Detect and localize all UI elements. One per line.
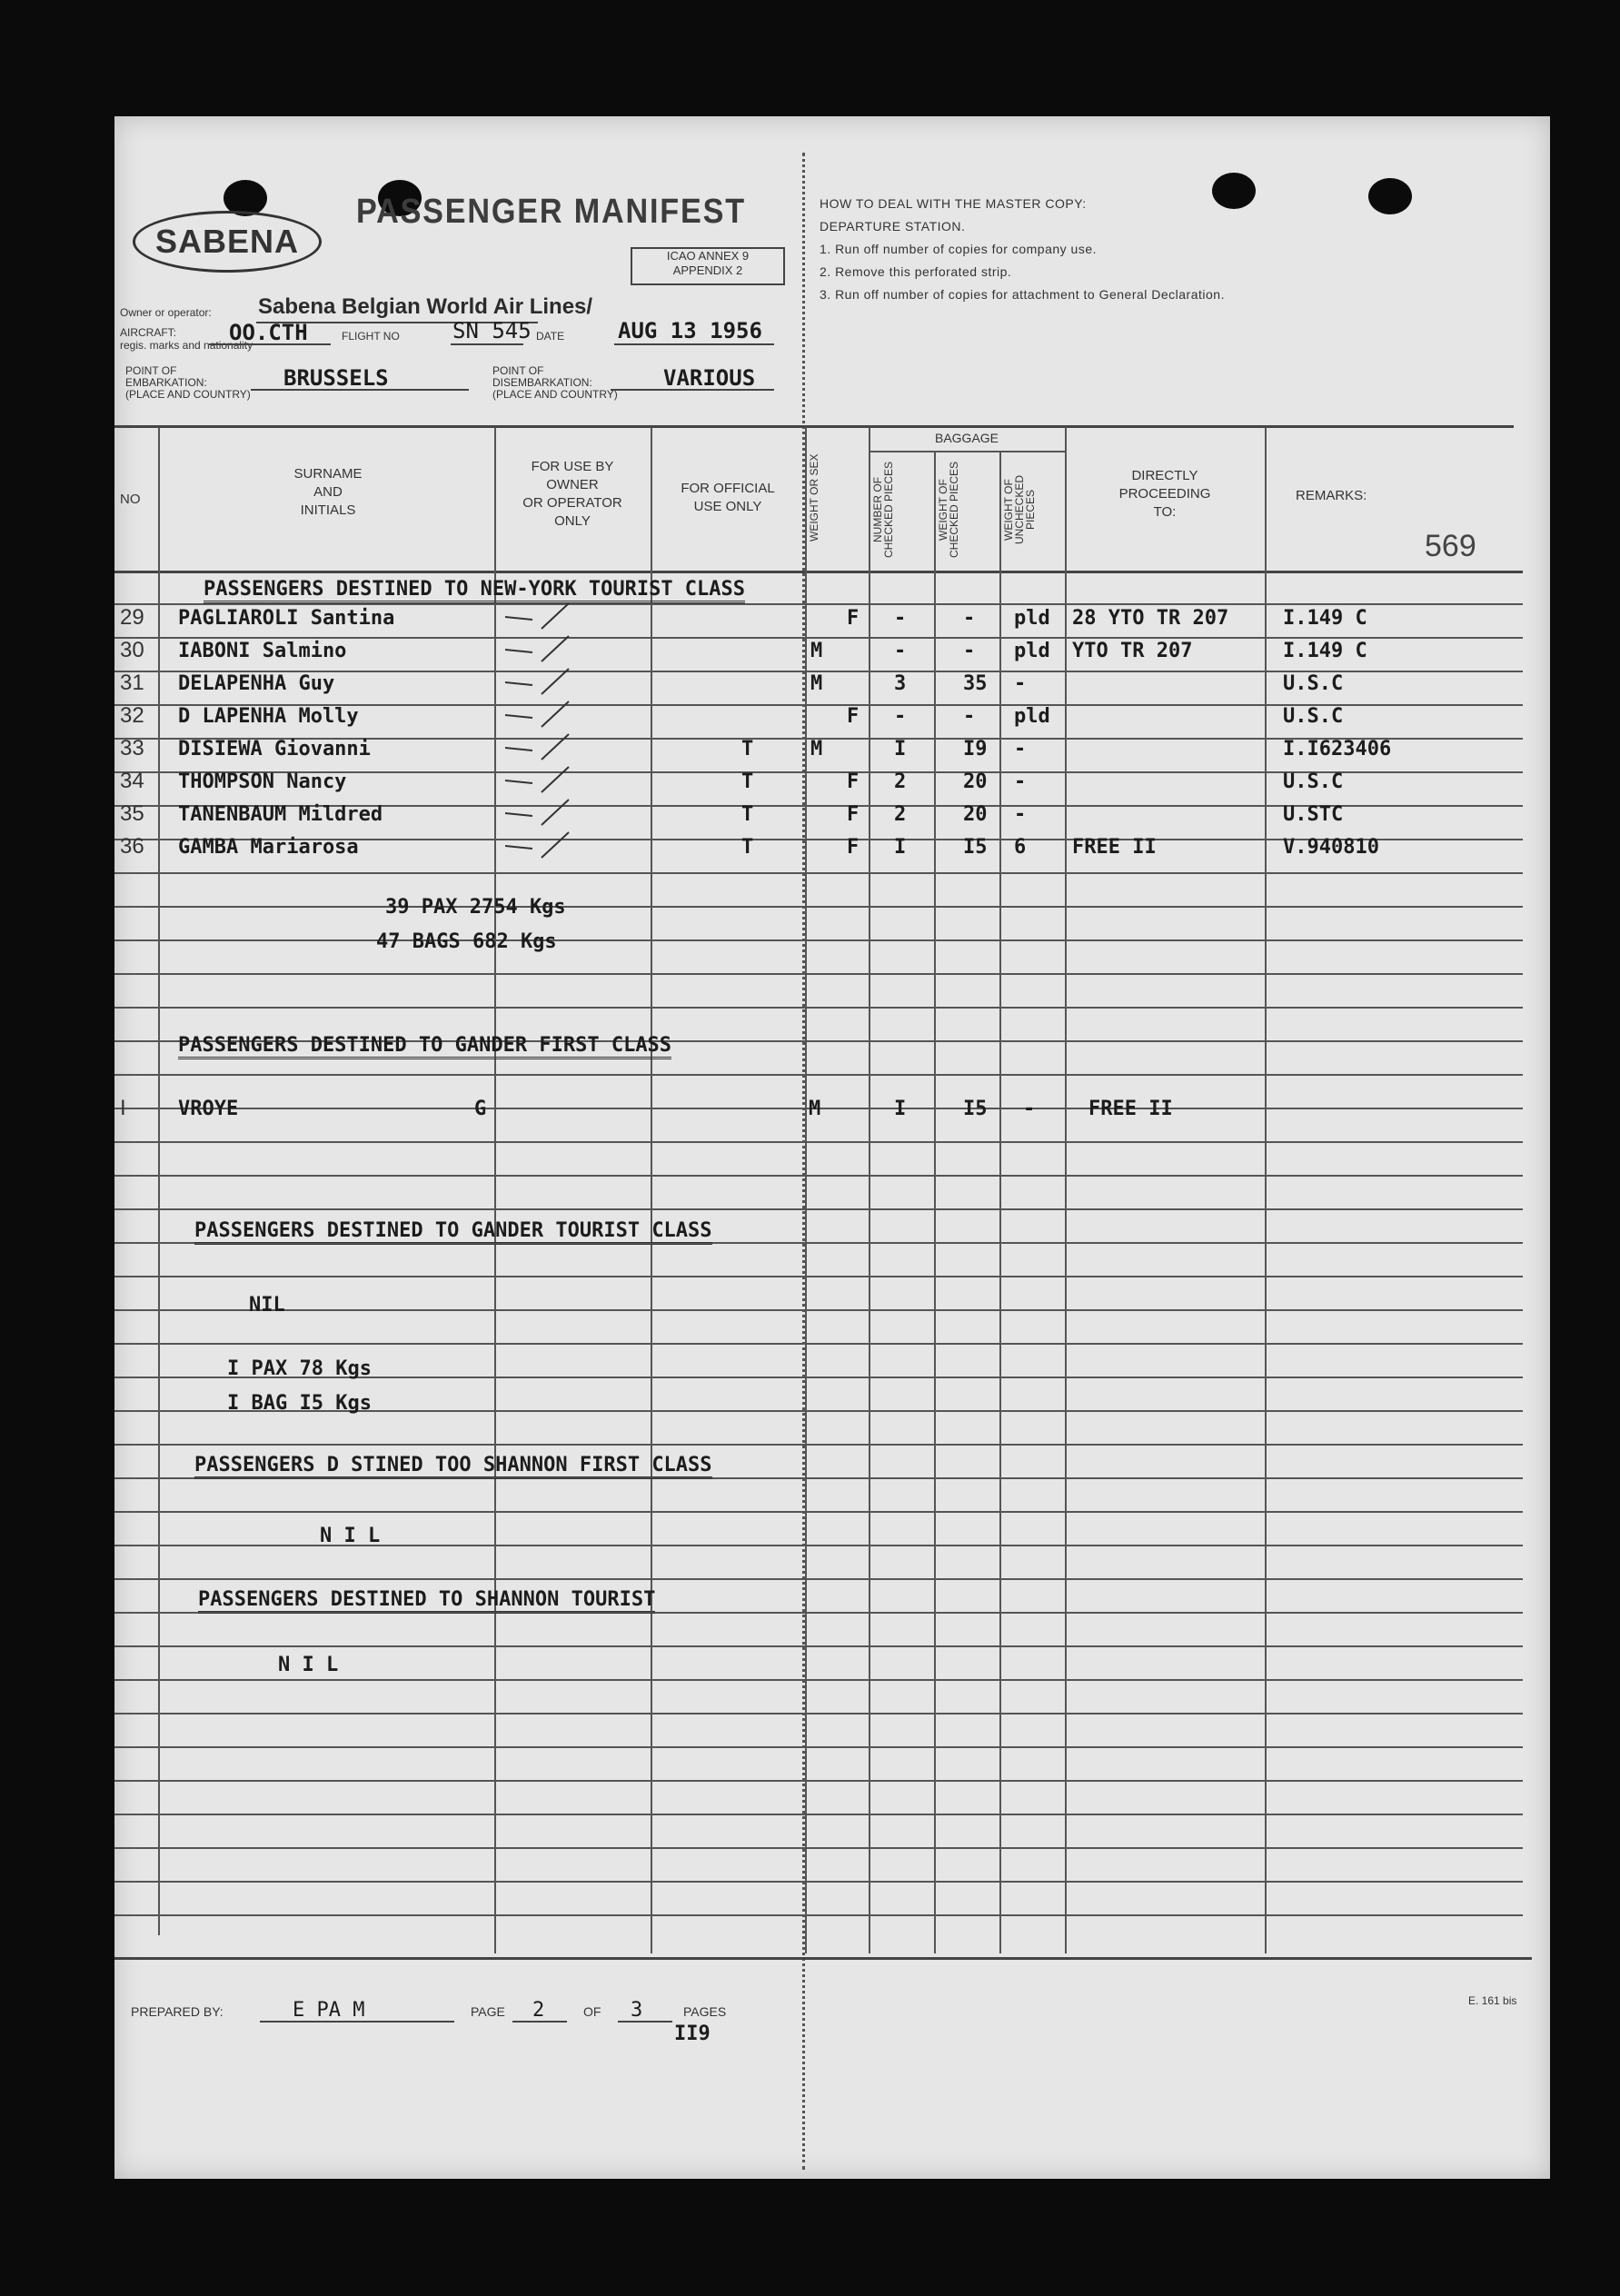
disembark-label-1: POINT OF	[492, 364, 544, 377]
signature-mark	[505, 667, 614, 698]
official-cell: T	[741, 738, 754, 760]
col-rule	[494, 427, 496, 1953]
instr-step-1: 1. Run off number of copies for company use.	[820, 242, 1098, 256]
ruled-line	[114, 1175, 1523, 1177]
section-heading: PASSENGERS D STINED TOO SHANNON FIRST CLASS	[194, 1454, 712, 1479]
aircraft-value: OO.CTH	[229, 320, 308, 345]
flight-line	[451, 343, 523, 345]
prepared-label: PREPARED BY:	[131, 2004, 224, 2019]
ruled-line	[114, 973, 1523, 975]
total-bags: 47 BAGS 682 Kgs	[376, 930, 557, 953]
ruled-line	[114, 872, 1523, 874]
passenger-name: DISIEWA Giovanni	[178, 738, 371, 760]
pieces-cell: I	[894, 836, 907, 859]
table-bottom-border	[114, 1957, 1532, 1960]
page-line	[512, 2021, 567, 2023]
flight-label: FLIGHT NO	[342, 330, 400, 343]
form-code: E. 161 bis	[1468, 1994, 1517, 2007]
unchecked-cell: -	[1014, 803, 1027, 826]
col-owner-use-3: OR OPERATOR	[522, 495, 622, 511]
remarks-cell: I.I623406	[1283, 738, 1392, 760]
embark-label-3: (PLACE AND COUNTRY)	[125, 388, 251, 401]
signature-mark	[505, 601, 614, 632]
ruled-line	[114, 1881, 1523, 1883]
date-value: AUG 13 1956	[618, 318, 762, 343]
document-title: PASSENGER MANIFEST	[356, 193, 746, 231]
proceeding-cell: FREE II	[1072, 836, 1157, 859]
sex-cell: M	[810, 640, 823, 662]
row-number: 30	[120, 638, 144, 662]
date-label: DATE	[536, 330, 565, 343]
ruled-line	[114, 1847, 1523, 1849]
ruled-line	[114, 1713, 1523, 1715]
table-top-border	[114, 425, 1514, 428]
pages-label: PAGES	[683, 2004, 727, 2019]
pieces-cell: 2	[894, 803, 907, 826]
prepared-value: E PA M	[293, 1999, 365, 2022]
table-header-bottom	[114, 571, 1523, 573]
pieces-cell: 2	[894, 770, 907, 793]
section-heading: PASSENGERS DESTINED TO NEW-YORK TOURIST CLASS	[204, 578, 745, 603]
signature-mark	[505, 798, 614, 829]
weight-cell: 20	[963, 803, 988, 826]
ruled-line	[114, 1444, 1523, 1446]
ruled-line	[114, 1007, 1523, 1009]
remarks-cell: I.149 C	[1283, 607, 1367, 630]
remarks-cell: U.S.C	[1283, 672, 1344, 695]
pieces-cell: I	[894, 738, 907, 760]
signature-mark	[505, 732, 614, 763]
col-rule	[1265, 427, 1267, 1953]
ruled-line	[114, 1343, 1523, 1345]
instr-heading-1: HOW TO DEAL WITH THE MASTER COPY:	[820, 196, 1087, 211]
ruled-line	[114, 1679, 1523, 1681]
ruled-line	[114, 939, 1523, 941]
col-directly-1: DIRECTLY	[1131, 468, 1198, 483]
remarks-cell: U.S.C	[1283, 705, 1344, 728]
embark-label-2: EMBARKATION:	[125, 376, 207, 389]
of-value: 3	[631, 1999, 643, 2022]
sex-cell: F	[847, 607, 860, 630]
col-surname-1: SURNAME	[293, 466, 363, 482]
row-number: 33	[120, 736, 144, 760]
col-official-use	[652, 480, 803, 516]
ruled-line	[114, 603, 1523, 605]
baggage-underline	[869, 451, 1065, 452]
page-value: 2	[532, 1999, 545, 2022]
ruled-line	[114, 637, 1523, 639]
ruled-line	[114, 1746, 1523, 1748]
icao-line-1: ICAO ANNEX 9	[666, 249, 750, 263]
col-weight-sex: WEIGHT OR SEX	[808, 453, 820, 542]
owner-value: Sabena Belgian World Air Lines/	[258, 294, 593, 319]
col-remarks: REMARKS:	[1296, 488, 1367, 503]
section-heading: PASSENGERS DESTINED TO SHANNON TOURIST	[198, 1588, 655, 1614]
col-checked-pieces: NUMBER OF CHECKED PIECES	[871, 461, 895, 559]
remarks-cell: V.940810	[1283, 836, 1379, 859]
passenger-name: VROYE	[178, 1098, 239, 1120]
punch-hole	[1368, 178, 1412, 214]
ruled-line	[114, 1578, 1523, 1580]
col-owner-use-4: ONLY	[554, 513, 591, 529]
owner-label: Owner or operator:	[120, 306, 212, 319]
unchecked-cell: -	[1014, 770, 1027, 793]
sex-cell: M	[809, 1098, 821, 1120]
col-owner-use-1: FOR USE BY	[531, 459, 614, 474]
col-no: NO	[120, 492, 141, 507]
icao-line-2: APPENDIX 2	[672, 263, 743, 277]
aircraft-sublabel: regis. marks and nationality	[120, 339, 253, 352]
weight-cell: 20	[963, 770, 988, 793]
disembark-label-3: (PLACE AND COUNTRY)	[492, 388, 618, 401]
official-cell: T	[741, 836, 754, 859]
pieces-cell: 3	[894, 672, 907, 695]
pieces-cell: -	[894, 607, 907, 630]
proceeding-cell: FREE II	[1088, 1098, 1173, 1120]
col-official-use-1: FOR OFFICIAL	[681, 481, 775, 496]
row-number: 29	[120, 605, 144, 630]
nil-entry: N I L	[278, 1654, 339, 1676]
col-rule	[1065, 427, 1067, 1953]
row-number: 36	[120, 834, 144, 859]
weight-cell: 35	[963, 672, 988, 695]
page-stamp: 569	[1425, 529, 1476, 563]
signature-mark	[505, 634, 614, 665]
ruled-line	[114, 1814, 1523, 1815]
passenger-name: IABONI Salmino	[178, 640, 347, 662]
col-surname-3: INITIALS	[300, 502, 356, 518]
col-surname-2: AND	[313, 484, 343, 500]
row-number: 35	[120, 801, 144, 826]
instr-step-3: 3. Run off number of copies for attachment to General Declaration.	[820, 287, 1225, 302]
passenger-name: TANENBAUM Mildred	[178, 803, 383, 826]
passenger-name: GAMBA Mariarosa	[178, 836, 359, 859]
row-number: 34	[120, 769, 144, 793]
weight-cell: -	[963, 607, 976, 630]
passenger-name: D LAPENHA Molly	[178, 705, 359, 728]
remarks-cell: U.STC	[1283, 803, 1344, 826]
nil-entry: N I L	[320, 1525, 381, 1547]
row-number: 32	[120, 703, 144, 728]
col-directly	[1067, 467, 1263, 522]
nil-entry: NIL	[249, 1294, 285, 1317]
sex-cell: F	[847, 836, 860, 859]
passenger-initial: G	[474, 1098, 487, 1120]
col-checked-weight: WEIGHT OF CHECKED PIECES	[937, 461, 960, 559]
signature-mark	[505, 700, 614, 731]
sex-cell: M	[810, 672, 823, 695]
ruled-line	[114, 1914, 1523, 1916]
manifest-sheet	[114, 116, 1550, 2179]
section-heading: PASSENGERS DESTINED TO GANDER FIRST CLASS	[178, 1034, 671, 1059]
passenger-name: PAGLIAROLI Santina	[178, 607, 395, 630]
sex-cell: F	[847, 770, 860, 793]
unchecked-cell: -	[1014, 738, 1027, 760]
pieces-cell: -	[894, 640, 907, 662]
prepared-line	[260, 2021, 454, 2023]
col-rule	[934, 451, 936, 1953]
of-label: OF	[583, 2004, 601, 2019]
page-label: PAGE	[471, 2004, 505, 2019]
icao-annex-box	[631, 247, 785, 285]
section-heading: PASSENGERS DESTINED TO GANDER TOURIST CLASS	[194, 1219, 712, 1245]
disembark-label-2: DISEMBARKATION:	[492, 376, 592, 389]
pages-stamp: II9	[674, 2023, 711, 2045]
col-rule	[805, 427, 807, 1953]
weight-cell: -	[963, 640, 976, 662]
proceeding-cell: YTO TR 207	[1072, 640, 1193, 662]
ruled-line	[114, 1309, 1523, 1311]
unchecked-cell: 6	[1014, 836, 1027, 859]
col-baggage: BAGGAGE	[934, 431, 999, 445]
official-cell: T	[741, 770, 754, 793]
col-official-use-2: USE ONLY	[693, 499, 762, 514]
date-line	[614, 343, 774, 345]
remarks-cell: U.S.C	[1283, 770, 1344, 793]
aircraft-label: AIRCRAFT:	[120, 326, 177, 339]
passenger-name: THOMPSON Nancy	[178, 770, 347, 793]
ruled-line	[114, 1645, 1523, 1647]
signature-mark	[505, 830, 614, 861]
unchecked-cell: pld	[1014, 640, 1050, 662]
instr-step-2: 2. Remove this perforated strip.	[820, 264, 1012, 279]
ruled-line	[114, 1276, 1523, 1277]
unchecked-cell: -	[1014, 672, 1027, 695]
ruled-line	[114, 1074, 1523, 1076]
weight-cell: I5	[963, 836, 988, 859]
embark-line	[251, 389, 469, 391]
flight-value: SN 545	[452, 318, 532, 343]
remarks-cell: I.149 C	[1283, 640, 1367, 662]
weight-cell: I5	[963, 1098, 988, 1120]
instructions	[820, 193, 1225, 306]
aircraft-line	[209, 343, 331, 345]
col-owner-use	[496, 458, 649, 531]
row-number: 31	[120, 671, 144, 695]
col-unchecked-weight: WEIGHT OF UNCHECKED PIECES	[1002, 475, 1037, 545]
row-number: I	[120, 1096, 126, 1120]
sabena-logo: SABENA	[133, 211, 322, 273]
unchecked-cell: -	[1023, 1098, 1036, 1120]
sex-cell: M	[810, 738, 823, 760]
proceeding-cell: 28 YTO TR 207	[1072, 607, 1229, 630]
passenger-name: DELAPENHA Guy	[178, 672, 335, 695]
total-bags-gander: I BAG I5 Kgs	[227, 1392, 372, 1415]
col-surname	[169, 465, 487, 520]
ruled-line	[114, 1141, 1523, 1143]
col-rule	[869, 427, 870, 1953]
col-rule	[158, 427, 160, 1935]
ruled-line	[114, 1208, 1523, 1210]
ruled-line	[114, 1511, 1523, 1513]
pieces-cell: I	[894, 1098, 907, 1120]
instr-heading-2: DEPARTURE STATION.	[820, 219, 966, 234]
sex-cell: F	[847, 803, 860, 826]
embark-label-1: POINT OF	[125, 364, 177, 377]
col-owner-use-2: OWNER	[546, 477, 599, 492]
official-cell: T	[741, 803, 754, 826]
signature-mark	[505, 765, 614, 796]
embark-value: BRUSSELS	[283, 365, 389, 391]
sex-cell: F	[847, 705, 860, 728]
unchecked-cell: pld	[1014, 705, 1050, 728]
weight-cell: -	[963, 705, 976, 728]
col-directly-2: PROCEEDING	[1118, 486, 1211, 502]
total-pax: 39 PAX 2754 Kgs	[385, 896, 566, 919]
col-directly-3: TO:	[1153, 504, 1177, 520]
ruled-line	[114, 906, 1523, 908]
total-pax-gander: I PAX 78 Kgs	[227, 1357, 372, 1380]
col-rule	[999, 451, 1001, 1953]
of-line	[618, 2021, 672, 2023]
unchecked-cell: pld	[1014, 607, 1050, 630]
pieces-cell: -	[894, 705, 907, 728]
ruled-line	[114, 1780, 1523, 1782]
col-rule	[651, 427, 652, 1953]
disembark-value: VARIOUS	[663, 365, 756, 391]
disembark-line	[611, 389, 774, 391]
weight-cell: I9	[963, 738, 988, 760]
